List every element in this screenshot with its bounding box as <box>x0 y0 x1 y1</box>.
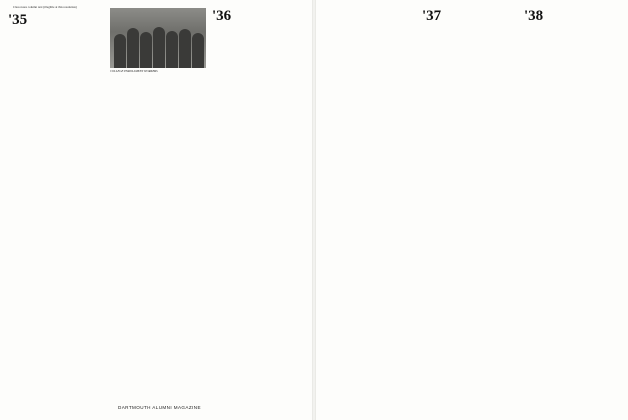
class-year-numeral: '35 <box>8 11 28 28</box>
left-page <box>8 6 308 414</box>
magazine-masthead: DARTMOUTH ALUMNI MAGAZINE <box>118 405 201 410</box>
class-note-paragraph: Class notes column text (illegible at this resolution) <box>13 6 77 9</box>
right-column-3 <box>524 6 620 398</box>
class-heading-37 <box>422 9 518 23</box>
class-year-numeral: '38 <box>524 8 544 24</box>
right-column-1 <box>320 6 416 398</box>
photo-caption: COLLEGE ENROLLMENT WORKERS <box>110 69 158 73</box>
right-page-footer <box>320 402 620 414</box>
right-page <box>320 6 620 414</box>
class-heading-38 <box>524 9 620 23</box>
class-year-numeral: '36 <box>212 8 232 24</box>
left-column-3 <box>212 6 308 398</box>
left-column-2 <box>110 6 206 398</box>
left-page-footer <box>8 402 308 414</box>
right-column-2 <box>422 6 518 398</box>
class-heading-35 <box>8 13 104 27</box>
class-year-numeral: '37 <box>422 8 442 24</box>
class-heading-36 <box>212 9 308 23</box>
page-gutter <box>312 0 316 420</box>
left-column-1 <box>8 6 104 398</box>
enrollment-workers-photo <box>110 8 206 68</box>
